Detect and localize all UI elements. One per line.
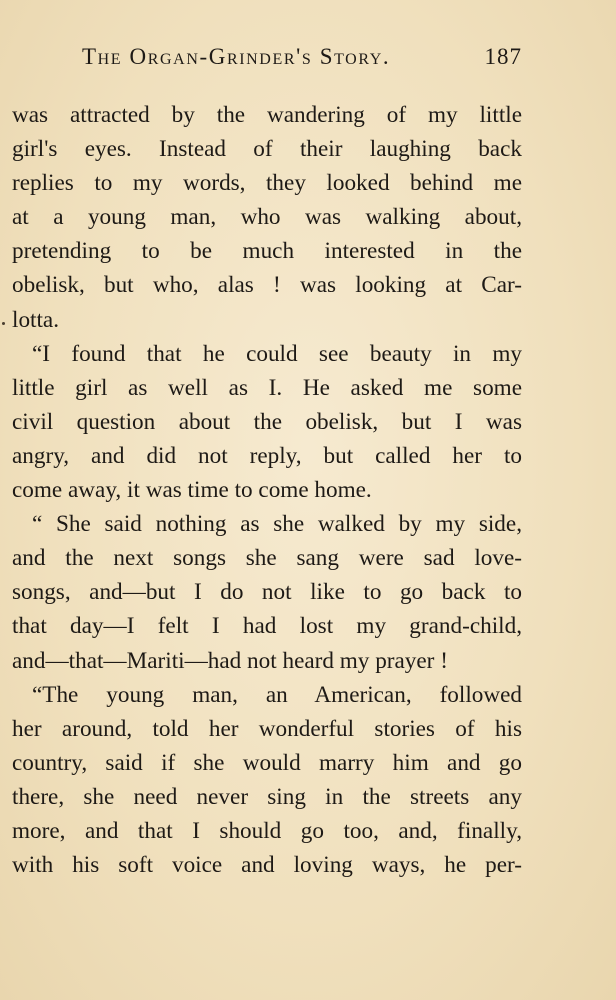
text-line: was attracted by the wandering of my little [12, 102, 522, 128]
text-line: girl's eyes. Instead of their laughing back [12, 136, 522, 163]
text-line: civil question about the obelisk, but I was [12, 408, 522, 435]
text-line-paragraph-end: lotta. [12, 306, 60, 333]
text-line: more, and that I should go too, and, finally, [12, 817, 522, 844]
text-line: at a young man, who was walking about, [12, 204, 522, 231]
text-line: angry, and did not reply, but called her to [12, 442, 522, 469]
text-line: country, said if she would marry him and go [12, 749, 522, 776]
chapter-title: The Organ-Grinder's Story. [82, 44, 391, 69]
text-line: there, she need never sing in the streets any [12, 783, 522, 810]
text-line-paragraph-end: and—that—Mariti—had not heard my prayer ! [12, 647, 448, 674]
text-line: songs, and—but I do not like to go back to [12, 579, 522, 606]
margin-speck [2, 322, 5, 325]
text-line: that day—I felt I had lost my grand-child, [12, 613, 522, 640]
text-line: her around, told her wonderful stories of his [12, 715, 522, 742]
text-line: pretending to be much interested in the [12, 238, 522, 265]
text-line: little girl as well as I. He asked me some [12, 374, 522, 401]
text-line-paragraph-start: “The young man, an American, followed [32, 681, 522, 708]
text-line: obelisk, but who, alas ! was looking at Car- [12, 272, 522, 299]
body-text [12, 98, 522, 882]
page-number: 187 [484, 44, 522, 69]
text-line-paragraph-end: come away, it was time to come home. [12, 477, 372, 504]
text-line-paragraph-start: “ She said nothing as she walked by my side, [32, 511, 522, 538]
text-line: with his soft voice and loving ways, he per- [12, 852, 522, 879]
text-line: and the next songs she sang were sad love- [12, 545, 522, 572]
running-head [12, 44, 522, 76]
text-line: replies to my words, they looked behind me [12, 170, 522, 197]
text-line-paragraph-start: “I found that he could see beauty in my [32, 340, 522, 367]
